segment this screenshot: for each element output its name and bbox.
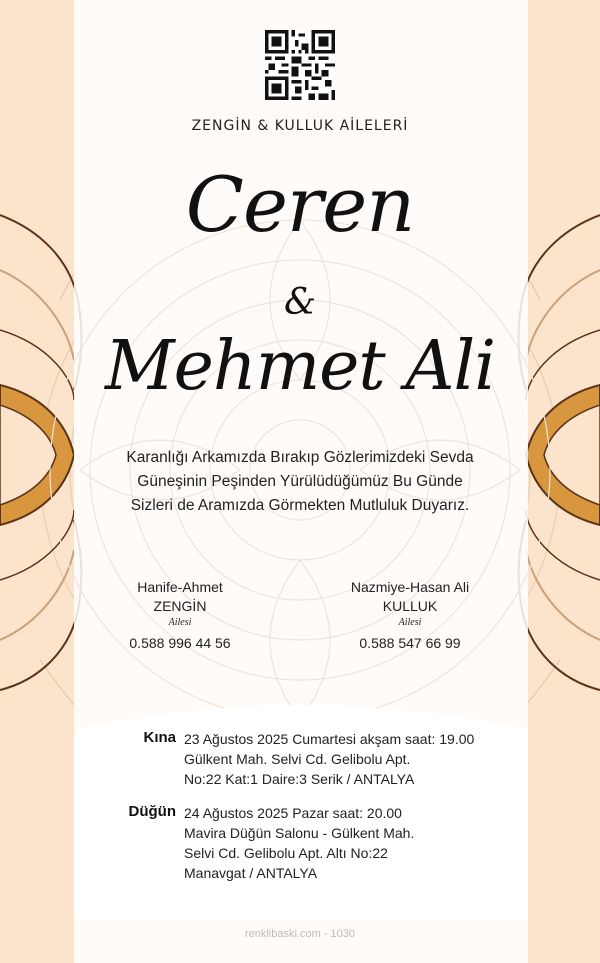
family-right-names: Nazmiye-Hasan Ali xyxy=(350,579,470,595)
event-dugun-details xyxy=(184,803,514,883)
family-right xyxy=(310,578,510,653)
event-dugun-address: Selvi Cd. Gelibolu Apt. Altı No:22 xyxy=(184,845,388,861)
event-kina-address: No:22 Kat:1 Daire:3 Serik / ANTALYA xyxy=(184,771,415,787)
family-right-phone: 0.588 547 66 99 xyxy=(359,635,461,651)
event-dugun-label: Düğün xyxy=(128,803,176,820)
invitation-message xyxy=(100,446,500,518)
event-dugun-venue: Mavira Düğün Salonu - Gülkent Mah. xyxy=(184,825,415,841)
event-kina-label: Kına xyxy=(143,729,176,746)
family-left-phone: 0.588 996 44 56 xyxy=(129,635,231,651)
message-line: Güneşinin Peşinden Yürülüdüğümüz Bu Günde xyxy=(137,473,463,490)
family-right-suffix: Ailesi xyxy=(398,617,422,628)
family-right-surname: KULLUK xyxy=(382,598,438,614)
qr-code-icon xyxy=(265,30,335,100)
families-title: ZENGİN & KULLUK AİLELERİ xyxy=(191,118,409,134)
ampersand: & xyxy=(283,282,317,323)
message-line: Karanlığı Arkamızda Bırakıp Gözlerimizdeki Sevda xyxy=(126,449,474,466)
event-dugun-datetime: 24 Ağustos 2025 Pazar saat: 20.00 xyxy=(184,805,402,821)
family-left-suffix: Ailesi xyxy=(168,617,192,628)
footer-credit: renklibaski.com - 1030 xyxy=(244,928,356,940)
groom-name: Mehmet Ali xyxy=(105,327,495,406)
family-left xyxy=(80,578,280,653)
message-line: Sizleri de Aramızda Görmekten Mutluluk Duyarız. xyxy=(130,497,470,514)
event-kina-datetime: 23 Ağustos 2025 Cumartesi akşam saat: 19.00 xyxy=(184,731,475,747)
bride-name: Ceren xyxy=(185,160,415,249)
event-kina-details xyxy=(184,729,514,789)
family-left-names: Hanife-Ahmet xyxy=(137,579,223,595)
event-kina-address: Gülkent Mah. Selvi Cd. Gelibolu Apt. xyxy=(184,751,411,767)
event-dugun-city: Manavgat / ANTALYA xyxy=(184,865,318,881)
family-left-surname: ZENGİN xyxy=(153,598,207,614)
